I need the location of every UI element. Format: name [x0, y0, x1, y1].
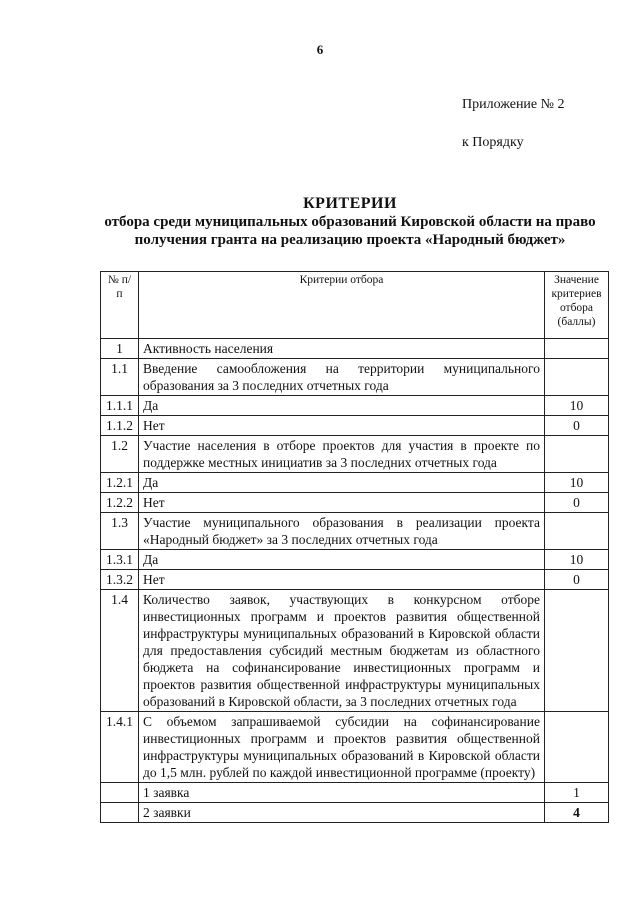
- row-value: 0: [545, 416, 609, 436]
- row-criterion: Участие населения в отборе проектов для участия в проекте по поддержке местных инициатив за 3 последних отчетных года: [139, 436, 545, 473]
- row-criterion: Введение самообложения на территории муниципального образования за 3 последних отчетных года: [139, 359, 545, 396]
- row-number: 1.2.2: [101, 493, 139, 513]
- page-number: 6: [316, 42, 324, 57]
- title-line-2: отбора среди муниципальных образований Кировской области на право: [104, 214, 596, 230]
- table-row: [101, 712, 609, 783]
- table-row: [101, 550, 609, 570]
- annex-reference: к Порядку: [462, 135, 524, 150]
- row-value: [545, 513, 609, 550]
- row-number: [101, 783, 139, 803]
- table-row: [101, 493, 609, 513]
- row-number: 1.4.1: [101, 712, 139, 783]
- row-criterion: Да: [139, 396, 545, 416]
- table-row: [101, 590, 609, 712]
- table-row: [101, 339, 609, 359]
- row-number: 1.3.1: [101, 550, 139, 570]
- row-criterion: 1 заявка: [139, 783, 545, 803]
- row-value: 0: [545, 570, 609, 590]
- table-row: [101, 396, 609, 416]
- table-row: [101, 803, 609, 823]
- table-row: [101, 473, 609, 493]
- table-row: [101, 416, 609, 436]
- row-value: 10: [545, 396, 609, 416]
- row-number: 1.2: [101, 436, 139, 473]
- table-row: [101, 436, 609, 473]
- table-row: [101, 570, 609, 590]
- header-criterion: Критерии отбора: [139, 272, 545, 339]
- row-number: 1.1: [101, 359, 139, 396]
- row-value: 4: [545, 803, 609, 823]
- title-heading: КРИТЕРИИ: [303, 195, 397, 212]
- row-criterion: Да: [139, 473, 545, 493]
- table-row: [101, 783, 609, 803]
- row-value: [545, 339, 609, 359]
- row-value: 1: [545, 783, 609, 803]
- criteria-table: [100, 271, 609, 823]
- row-criterion: Количество заявок, участвующих в конкурсном отборе инвестиционных программ и проектов развития общественной инфраструктуры муниципальных образований в Кировской области для предоставления субсидий местным бюджетам из областного бюджета на софинансирование инвестиционных программ и проектов развития общественной инфраструктуры муниципальных образований в Кировской области, за 3 последних отчетных года: [139, 590, 545, 712]
- row-number: 1.2.1: [101, 473, 139, 493]
- row-number: 1.3.2: [101, 570, 139, 590]
- row-criterion: Активность населения: [139, 339, 545, 359]
- header-value: Значение критериев отбора (баллы): [545, 272, 609, 339]
- table-header-row: [101, 272, 609, 339]
- row-value: 10: [545, 550, 609, 570]
- row-criterion: С объемом запрашиваемой субсидии на софинансирование инвестиционных программ и проектов развития общественной инфраструктуры муниципальных образований в Кировской области до 1,5 млн. рублей по каждой инвестиционной программе (проекту): [139, 712, 545, 783]
- row-value: 10: [545, 473, 609, 493]
- row-number: 1.1.2: [101, 416, 139, 436]
- document-title: [90, 195, 610, 249]
- header-num: № п/п: [101, 272, 139, 339]
- title-line-3: получения гранта на реализацию проекта «Народный бюджет»: [134, 232, 566, 248]
- row-number: 1.4: [101, 590, 139, 712]
- row-number: 1: [101, 339, 139, 359]
- row-value: [545, 436, 609, 473]
- table-row: [101, 359, 609, 396]
- row-value: [545, 359, 609, 396]
- row-number: 1.3: [101, 513, 139, 550]
- annex-label: Приложение № 2: [462, 97, 565, 112]
- row-criterion: Участие муниципального образования в реализации проекта «Народный бюджет» за 3 последних отчетных года: [139, 513, 545, 550]
- row-criterion: Да: [139, 550, 545, 570]
- row-number: [101, 803, 139, 823]
- row-criterion: 2 заявки: [139, 803, 545, 823]
- row-criterion: Нет: [139, 493, 545, 513]
- row-number: 1.1.1: [101, 396, 139, 416]
- row-value: 0: [545, 493, 609, 513]
- row-criterion: Нет: [139, 570, 545, 590]
- row-value: [545, 712, 609, 783]
- row-criterion: Нет: [139, 416, 545, 436]
- table-row: [101, 513, 609, 550]
- row-value: [545, 590, 609, 712]
